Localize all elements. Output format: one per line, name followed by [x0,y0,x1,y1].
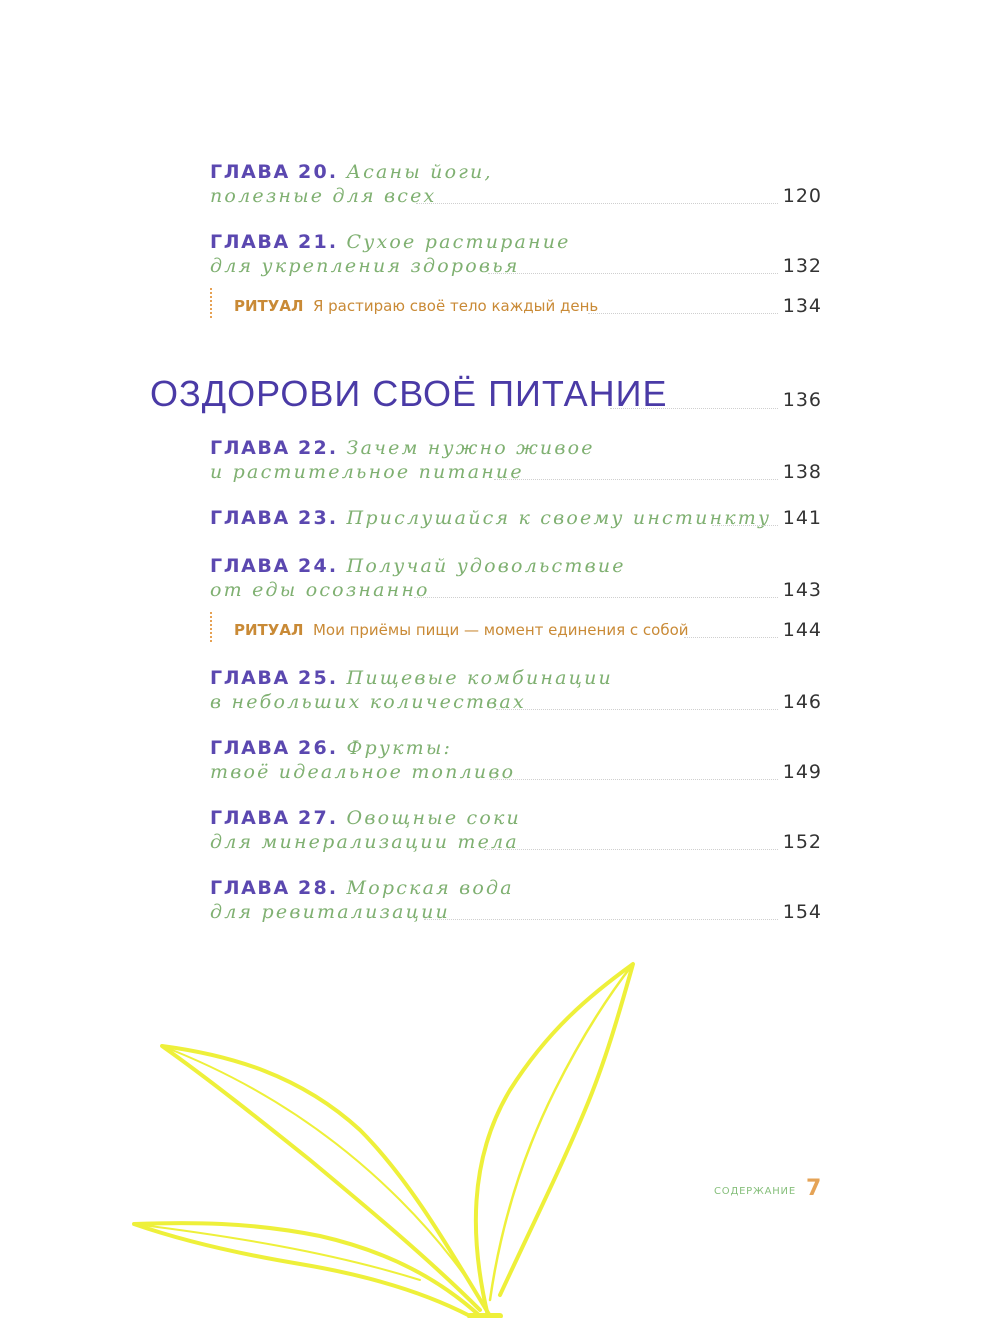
page-number: 144 [782,619,822,641]
chapter-number: 24. [298,555,339,577]
page-number: 134 [782,295,822,317]
entry-line-2 [210,184,822,208]
ritual-marker [210,612,212,642]
toc-entry[interactable] [210,554,822,602]
entry-line-2 [210,578,822,602]
toc-ritual[interactable] [210,294,822,318]
chapter-title-line-2: и растительное питание [210,461,524,483]
toc-entry[interactable] [210,436,822,484]
chapter-title-line-2: для укрепления здоровья [210,255,520,277]
toc-entry[interactable] [210,736,822,784]
chapter-title-line-2: для минерализации тела [210,831,519,853]
chapter-label: ГЛАВА [210,161,290,183]
chapter-number: 22. [298,437,339,459]
dot-leader [496,709,778,710]
dot-leader [588,313,778,314]
entry-line-2 [210,830,822,854]
ritual-label: РИТУАЛ [234,297,304,315]
ritual-title: Мои приёмы пищи — момент единения с собой [312,621,689,639]
toc-ritual[interactable] [210,618,822,642]
dot-leader [488,273,778,274]
entry-line-2 [210,900,822,924]
dot-leader [490,779,778,780]
dot-leader [494,479,778,480]
chapter-title-line-2: твоё идеальное топливо [210,761,516,783]
entry-line-1 [210,806,822,830]
toc-entry[interactable] [210,806,822,854]
entry-line-1 [210,506,822,530]
chapter-title-line-2: для ревитализации [210,901,450,923]
toc-entry[interactable] [210,666,822,714]
page-number: 138 [782,461,822,483]
entry-line-1 [210,736,822,760]
entry-line-2 [210,460,822,484]
toc-entry[interactable] [210,876,822,924]
dot-leader [424,919,778,920]
chapter-title-line-1: Зачем нужно живое [346,437,595,459]
chapter-label: ГЛАВА [210,437,290,459]
chapter-title-line-2: от еды осознанно [210,579,430,601]
dot-leader [684,637,778,638]
entry-line-1 [210,666,822,690]
entry-line-2 [210,760,822,784]
dot-leader [484,849,778,850]
entry-line-1 [210,436,822,460]
chapter-title-line-1: Сухое растирание [346,231,571,253]
page-number: 120 [782,185,822,207]
entry-line-1 [210,554,822,578]
ritual-marker [210,288,212,318]
chapter-title-line-1: Пищевые комбинации [346,667,613,689]
page-number: 146 [782,691,822,713]
page-number: 149 [782,761,822,783]
entry-line-1 [210,230,822,254]
dot-leader [416,203,778,204]
section-title: ОЗДОРОВИ СВОЁ ПИТАНИЕ [150,373,668,414]
chapter-number: 23. [298,507,339,529]
ritual-title: Я растираю своё тело каждый день [312,297,599,315]
toc-entry[interactable] [210,230,822,278]
chapter-label: ГЛАВА [210,807,290,829]
ritual-label: РИТУАЛ [234,621,304,639]
entry-line-1 [210,876,822,900]
toc-entry[interactable] [210,506,822,530]
chapter-number: 21. [298,231,339,253]
chapter-number: 28. [298,877,339,899]
page-number: 154 [782,901,822,923]
chapter-label: ГЛАВА [210,667,290,689]
chapter-title-line-1: Морская вода [346,877,514,899]
chapter-label: ГЛАВА [210,507,290,529]
chapter-title-line-1: Фрукты: [346,737,453,759]
chapter-title-line-1: Получай удовольствие [346,555,626,577]
section-heading[interactable] [150,372,822,416]
chapter-title-line-1: Асаны йоги, [346,161,493,183]
toc-entry[interactable] [210,160,822,208]
page-number: 143 [782,579,822,601]
folio-page-number: 7 [806,1176,822,1201]
chapter-label: ГЛАВА [210,737,290,759]
entry-line-2 [210,690,822,714]
chapter-number: 27. [298,807,339,829]
chapter-number: 25. [298,667,339,689]
entry-line-2 [210,254,822,278]
page-number: 152 [782,831,822,853]
chapter-number: 20. [298,161,339,183]
chapter-label: ГЛАВА [210,231,290,253]
chapter-title-line-1: Прислушайся к своему инстинкту [346,507,772,529]
page-number: 132 [782,255,822,277]
dot-leader [414,597,778,598]
dot-leader [712,525,778,526]
page-number: 141 [782,507,822,529]
chapter-number: 26. [298,737,339,759]
chapter-title-line-2: полезные для всех [210,185,437,207]
dot-leader [610,408,778,409]
running-footer-label: СОДЕРЖАНИЕ [714,1186,796,1197]
chapter-label: ГЛАВА [210,877,290,899]
chapter-label: ГЛАВА [210,555,290,577]
chapter-title-line-1: Овощные соки [346,807,521,829]
page-number: 136 [782,389,822,411]
chapter-title-line-2: в небольших количествах [210,691,526,713]
entry-line-1 [210,160,822,184]
